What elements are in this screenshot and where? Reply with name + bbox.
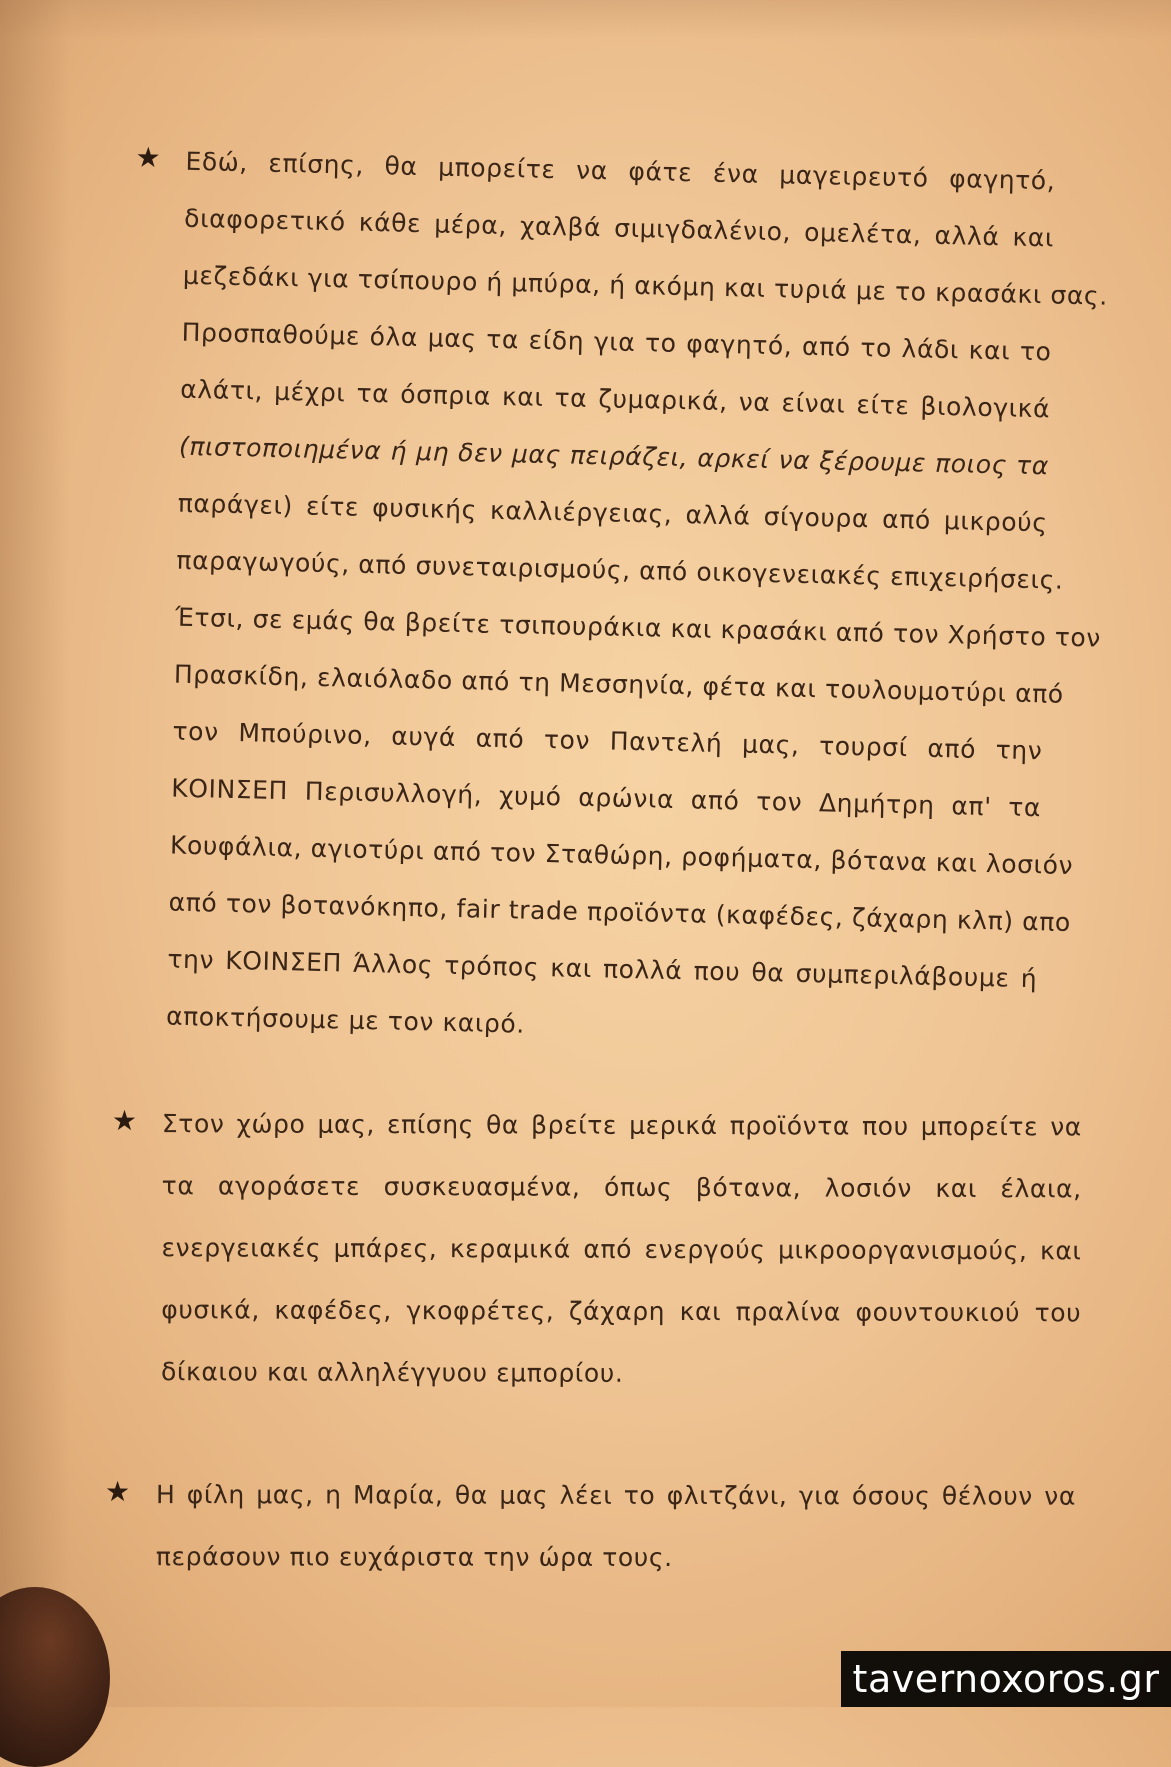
text-line: Στον χώρο μας, επίσης θα βρείτε μερικά προϊόντα που μπορείτε να <box>161 1109 1082 1142</box>
text-line: την ΚΟΙΝΣΕΠ Άλλος τρόπος και πολλά που θα συμπεριλάβουμε ή <box>167 944 1038 994</box>
text-line: αλάτι, μέχρι τα όσπρια και τα ζυμαρικά, να είναι είτε βιολογικά <box>180 374 1051 424</box>
bullet-products <box>110 1104 1090 1388</box>
thumb-shadow <box>0 1587 110 1767</box>
text-line: Έτσι, σε εμάς θα βρείτε τσιπουράκια και κρασάκι από τον Χρήστο τον <box>174 602 1102 653</box>
text-line: Εδώ, επίσης, θα μπορείτε να φάτε ένα μαγειρευτό φαγητό, <box>185 146 1056 196</box>
text-line: ενεργειακές μπάρες, κεραμικά από ενεργούς μικροοργανισμούς, και <box>161 1233 1082 1266</box>
paper-shadow-top <box>0 0 1171 40</box>
text-line: φυσικά, καφέδες, γκοφρέτες, ζάχαρη και πραλίνα φουντουκιού του <box>161 1295 1082 1328</box>
watermark-label: tavernoxoros.gr <box>841 1651 1171 1707</box>
text-line: από τον βοτανόκηπο, fair trade προϊόντα (καφέδες, ζάχαρη κλπ) απο <box>168 887 1072 937</box>
text-line: αποκτήσουμε με τον καιρό. <box>165 1001 526 1039</box>
text-line: τον Μπούρινο, αυγά από τον Παντελή μας, τουρσί από την <box>172 716 1043 766</box>
star-icon: ★ <box>135 140 162 175</box>
text-line: Κουφάλια, αγιοτύρι από τον Σταθώρη, ροφήματα, βότανα και λοσιόν <box>169 830 1074 881</box>
star-icon: ★ <box>111 1104 138 1138</box>
text-line: περάσουν πιο ευχάριστα την ώρα τους. <box>155 1542 673 1572</box>
star-icon: ★ <box>104 1474 131 1509</box>
text-line: Προσπαθούμε όλα μας τα είδη για το φαγητό, από το λάδι και το <box>181 317 1052 367</box>
text-line: τα αγοράσετε συσκευασμένα, όπως βότανα, λοσιόν και έλαια, <box>161 1171 1082 1204</box>
bullet-text <box>165 142 1109 1074</box>
text-line: παραγωγούς, από συνεταιρισμούς, από οικογενειακές επιχειρήσεις. <box>176 545 1064 595</box>
bullet-text <box>156 1475 1076 1601</box>
text-line: δίκαιου και αλληλέγγυου εμπορίου. <box>161 1357 624 1388</box>
text-line: (πιστοποιημένα ή μη δεν μας πειράζει, αρκεί να ξέρουμε ποιος τα <box>178 431 1050 481</box>
text-line: Πρασκίδη, ελαιόλαδο από τη Μεσσηνία, φέτα και τουλουμοτύρι από <box>173 659 1065 709</box>
bullet-food <box>110 140 1109 1039</box>
text-line: μεζεδάκι για τσίπουρο ή μπύρα, ή ακόμη και τυριά με το κρασάκι σας. <box>182 260 1109 311</box>
text-line: παράγει) είτε φυσικής καλλιέργειας, αλλά σίγουρα από μικρούς <box>177 488 1048 538</box>
text-line: διαφορετικό κάθε μέρα, χαλβά σιμιγδαλένιο, ομελέτα, αλλά και <box>183 203 1055 253</box>
text-line: ΚΟΙΝΣΕΠ Περισυλλογή, χυμό αρώνια από τον Δημήτρη απ' τα <box>170 773 1042 823</box>
bullet-text <box>161 1104 1082 1417</box>
paper-shadow-left <box>0 0 70 1707</box>
text-line: Η φίλη μας, η Μαρία, θα μας λέει το φλιτζάνι, για όσους θέλουν να <box>155 1480 1076 1511</box>
bullet-maria <box>104 1474 1090 1572</box>
